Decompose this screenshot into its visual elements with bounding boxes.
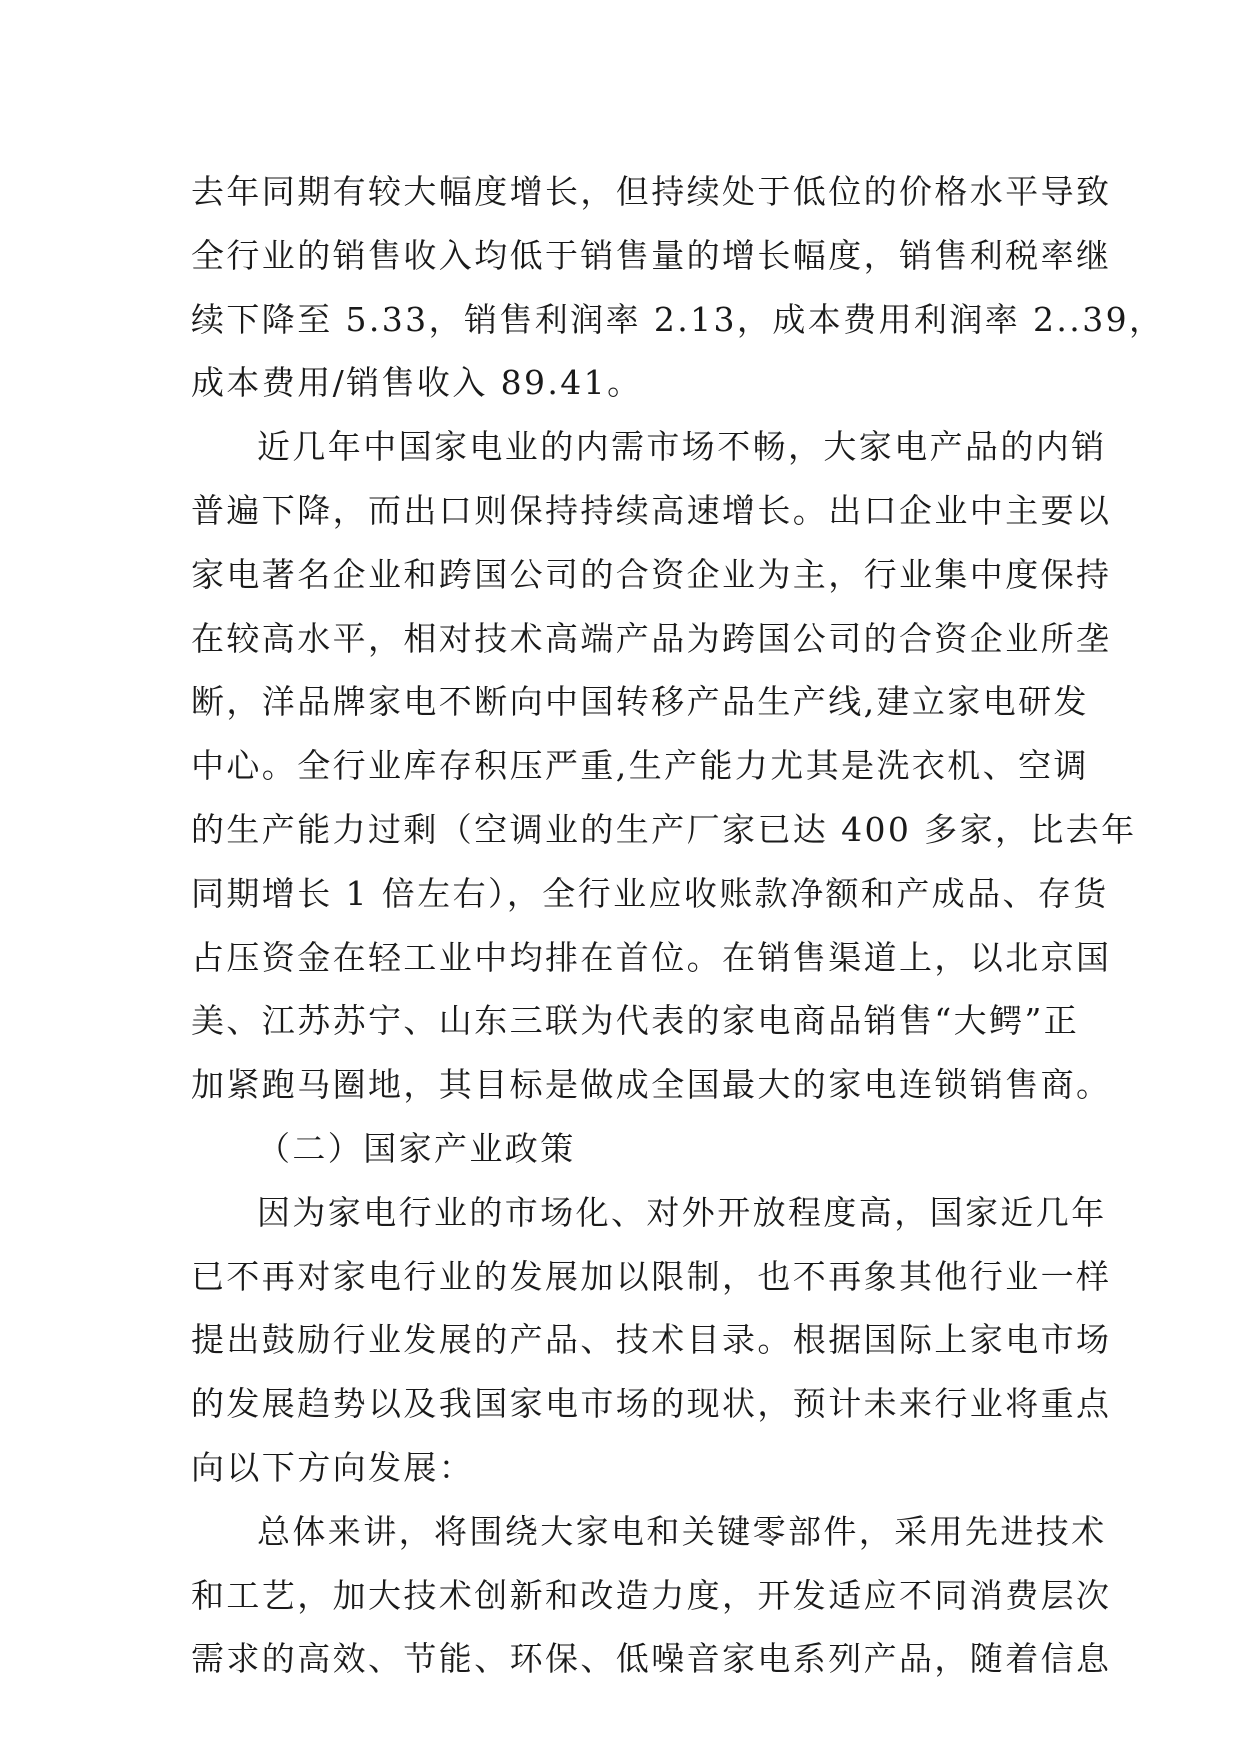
text-line: 美、江苏苏宁、山东三联为代表的家电商品销售“大鳄”正 (191, 1001, 1080, 1041)
text-line: 总体来讲，将围绕大家电和关键零部件，采用先进技术 (257, 1511, 1107, 1551)
body-text (191, 160, 1165, 1691)
text-line: 因为家电行业的市场化、对外开放程度高，国家近几年 (257, 1192, 1107, 1232)
text-line: 和工艺，加大技术创新和改造力度，开发适应不同消费层次 (191, 1575, 1112, 1615)
text-line: 全行业的销售收入均低于销售量的增长幅度，销售利税率继 (191, 235, 1112, 275)
text-line: 普遍下降，而出口则保持持续高速增长。出口企业中主要以 (191, 490, 1112, 530)
text-line: 去年同期有较大幅度增长，但持续处于低位的价格水平导致 (191, 172, 1112, 211)
paragraph-3 (191, 1181, 1112, 1500)
text-line: 占压资金在轻工业中均排在首位。在销售渠道上，以北京国 (191, 937, 1112, 977)
paragraph-2 (191, 415, 1137, 1117)
text-line: 的发展趋势以及我国家电市场的现状，预计未来行业将重点 (191, 1384, 1112, 1424)
text-line: 的生产能力过剩（空调业的生产厂家已达 400 多家，比去年 (191, 809, 1137, 849)
text-line: 家电著名企业和跨国公司的合资企业为主，行业集中度保持 (191, 554, 1112, 594)
text-line: 加紧跑马圈地，其目标是做成全国最大的家电连锁销售商。 (191, 1065, 1112, 1105)
section-heading (191, 1117, 1051, 1181)
text-line: 已不再对家电行业的发展加以限制，也不再象其他行业一样 (191, 1256, 1112, 1296)
text-line: 在较高水平，相对技术高端产品为跨国公司的合资企业所垄 (191, 618, 1112, 658)
text-line: 同期增长 1 倍左右），全行业应收账款净额和产成品、存货 (191, 873, 1109, 913)
text-line: 断，洋品牌家电不断向中国转移产品生产线,建立家电研发 (191, 682, 1089, 722)
text-line: 中心。全行业库存积压严重,生产能力尤其是洗衣机、空调 (191, 746, 1089, 786)
text-line: 成本费用/销售收入 89.41。 (191, 363, 643, 403)
text-line: 向以下方向发展： (191, 1447, 475, 1487)
text-line: 续下降至 5.33，销售利润率 2.13，成本费用利润率 2..39， (191, 299, 1165, 339)
section-heading-text: （二）国家产业政策 (257, 1128, 576, 1168)
paragraph-1 (191, 160, 1165, 415)
text-line: 近几年中国家电业的内需市场不畅，大家电产品的内销 (257, 427, 1107, 467)
text-line: 提出鼓励行业发展的产品、技术目录。根据国际上家电市场 (191, 1320, 1112, 1360)
text-line: 需求的高效、节能、环保、低噪音家电系列产品，随着信息 (191, 1639, 1112, 1679)
paragraph-4 (191, 1500, 1112, 1691)
